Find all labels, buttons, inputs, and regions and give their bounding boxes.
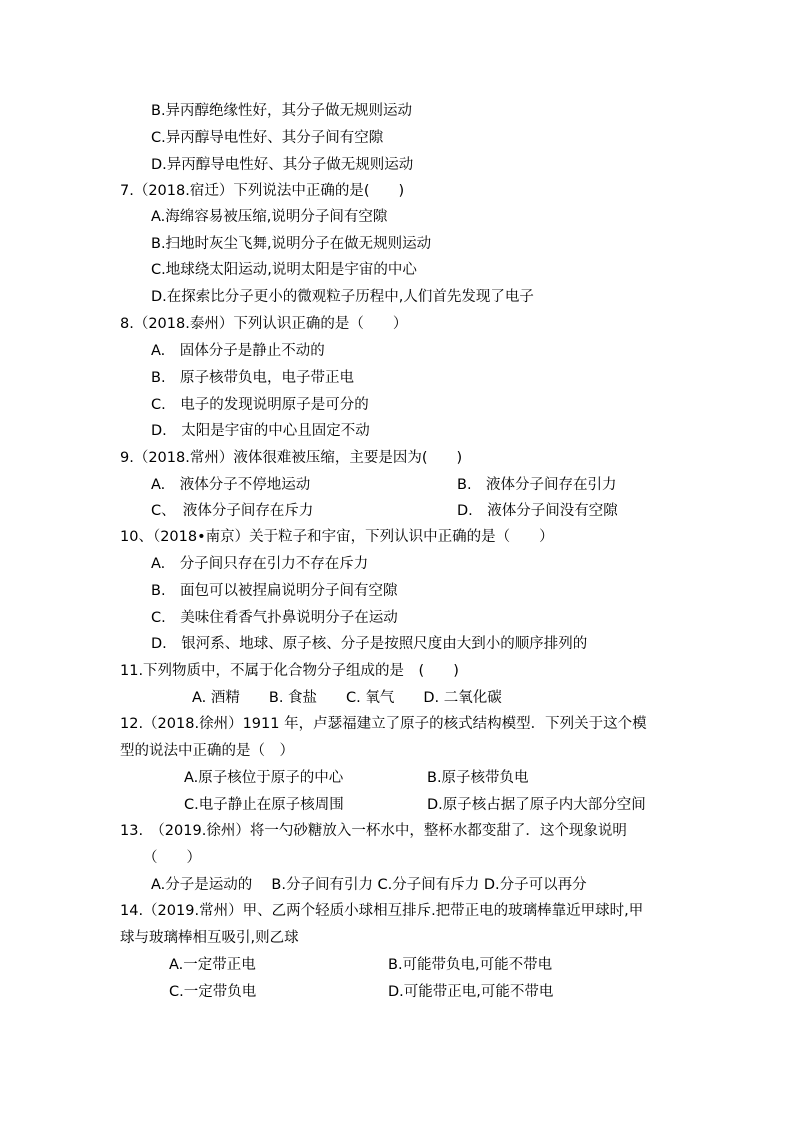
line-q12-option-b: B.原子核带负电 bbox=[427, 770, 529, 786]
line-q10-option-b: B. 面包可以被捏扁说明分子间有空隙 bbox=[151, 583, 398, 599]
line-q7-option-d: D.在探索比分子更小的微观粒子历程中,人们首先发现了电子 bbox=[151, 289, 534, 305]
line-q13-options: A.分子是运动的 B.分子间有引力 C.分子间有斥力 D.分子可以再分 bbox=[151, 877, 587, 893]
line-q14-option-b: B.可能带负电,可能不带电 bbox=[388, 957, 553, 973]
line-q7-option-c: C.地球绕太阳运动,说明太阳是宇宙的中心 bbox=[151, 262, 417, 278]
line-q10-stem: 10、（2018•南京）关于粒子和宇宙，下列认识中正确的是（ ） bbox=[120, 529, 554, 545]
line-q9-option-a: A. 液体分子不停地运动 bbox=[151, 477, 311, 493]
line-q12-option-a: A.原子核位于原子的中心 bbox=[184, 770, 344, 786]
line-q11-stem: 11.下列物质中，不属于化合物分子组成的是 ( ) bbox=[120, 663, 459, 679]
line-q7-stem: 7.（2018.宿迁）下列说法中正确的是( ) bbox=[120, 183, 405, 199]
line-q8-option-c: C. 电子的发现说明原子是可分的 bbox=[151, 397, 369, 413]
line-q10-option-c: C. 美味住肴香气扑鼻说明分子在运动 bbox=[151, 610, 398, 626]
line-q11-options: A. 酒精 B. 食盐 C. 氧气 D. 二氧化碳 bbox=[192, 690, 502, 706]
line-q13-stem-cont: （ ） bbox=[143, 850, 201, 866]
line-q6-option-c: C.异丙醇导电性好、其分子间有空隙 bbox=[151, 130, 384, 146]
line-q9-option-c: C、 液体分子间存在斥力 bbox=[151, 503, 314, 519]
line-q12-option-d: D.原子核占据了原子内大部分空间 bbox=[427, 797, 646, 813]
line-q13-stem: 13. （2019.徐州）将一勺砂糖放入一杯水中，整杯水都变甜了．这个现象说明 bbox=[120, 823, 627, 839]
line-q12-stem-cont: 型的说法中正确的是（ ） bbox=[120, 743, 294, 759]
line-q8-stem: 8.（2018.泰州）下列认识正确的是（ ） bbox=[120, 316, 408, 332]
line-q8-option-d: D. 太阳是宇宙的中心且固定不动 bbox=[151, 423, 370, 439]
line-q14-stem: 14.（2019.常州）甲、乙两个轻质小球相互排斥.把带正电的玻璃棒靠近甲球时,甲 bbox=[120, 903, 644, 919]
line-q12-option-c: C.电子静止在原子核周围 bbox=[184, 797, 344, 813]
line-q10-option-d: D. 银河系、地球、原子核、分子是按照尺度由大到小的顺序排列的 bbox=[151, 636, 588, 652]
line-q14-stem-cont: 球与玻璃棒相互吸引,则乙球 bbox=[120, 930, 299, 946]
line-q8-option-b: B. 原子核带负电，电子带正电 bbox=[151, 370, 355, 386]
line-q9-option-b: B. 液体分子间存在引力 bbox=[457, 477, 617, 493]
line-q8-option-a: A. 固体分子是静止不动的 bbox=[151, 343, 325, 359]
line-q6-option-b: B.异丙醇绝缘性好，其分子做无规则运动 bbox=[151, 103, 413, 119]
line-q6-option-d: D.异丙醇导电性好、其分子做无规则运动 bbox=[151, 157, 414, 173]
line-q7-option-a: A.海绵容易被压缩,说明分子间有空隙 bbox=[151, 209, 388, 225]
line-q10-option-a: A. 分子间只存在引力不存在斥力 bbox=[151, 556, 369, 572]
line-q14-option-c: C.一定带负电 bbox=[169, 984, 257, 1000]
line-q9-option-d: D. 液体分子间没有空隙 bbox=[457, 503, 618, 519]
line-q12-stem: 12.（2018.徐州）1911 年，卢瑟福建立了原子的核式结构模型．下列关于这个模 bbox=[120, 716, 647, 732]
line-q14-option-a: A.一定带正电 bbox=[169, 957, 256, 973]
line-q7-option-b: B.扫地时灰尘飞舞,说明分子在做无规则运动 bbox=[151, 236, 432, 252]
line-q9-stem: 9.（2018.常州）液体很难被压缩，主要是因为( ) bbox=[120, 450, 463, 466]
line-q14-option-d: D.可能带正电,可能不带电 bbox=[388, 984, 554, 1000]
